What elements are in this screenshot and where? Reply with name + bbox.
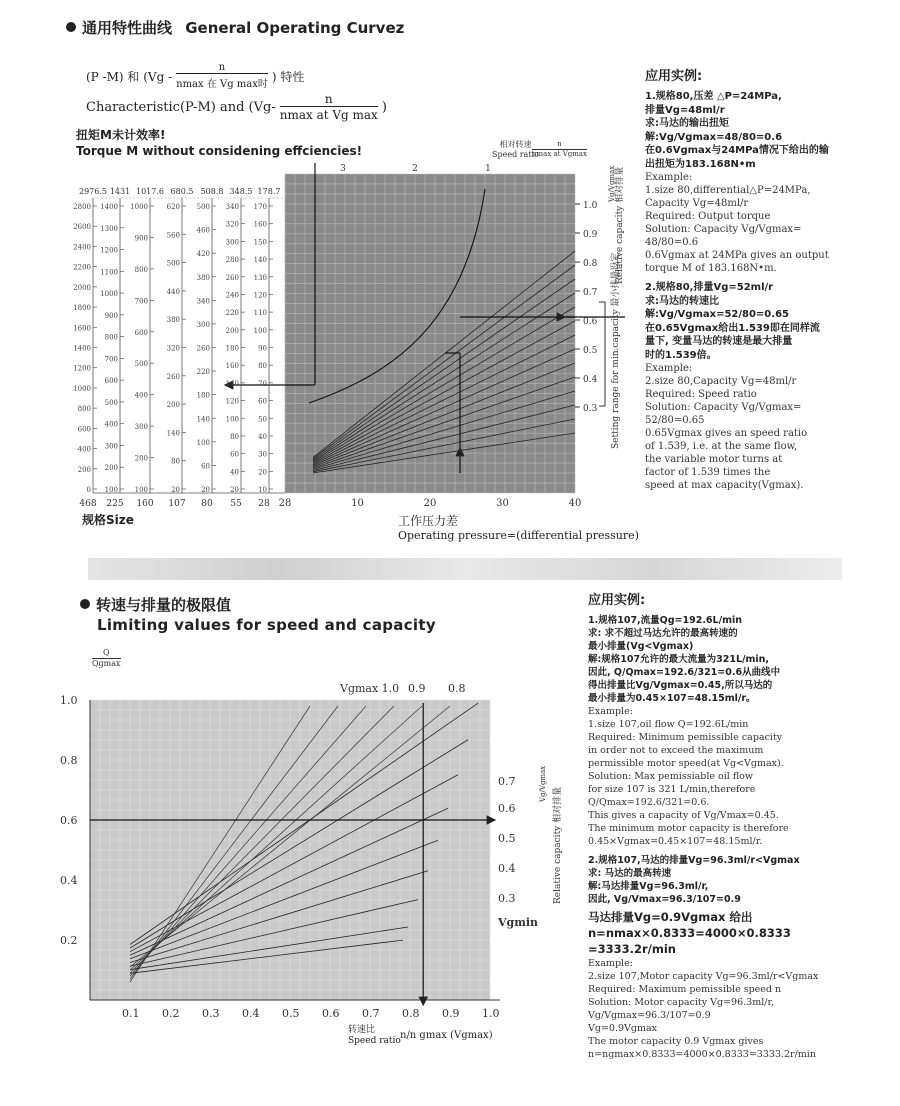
chart1-scale-size-label: 80 — [201, 499, 213, 509]
chart1-righttick-label: 0.8 — [583, 259, 598, 269]
chart1-scale-tick-label: 1400 — [73, 344, 91, 353]
chart1-scale-tick-label: 1100 — [100, 268, 118, 277]
chart1-scale-tick-label: 2600 — [73, 223, 91, 232]
example1-en-line: Required: Output torque — [645, 211, 771, 222]
chart1-scale-tick-label: 160 — [225, 362, 239, 371]
size-label: 规格Size — [82, 513, 134, 527]
chart1-scale-tick-label: 700 — [134, 297, 148, 306]
chart1-scale-tick-label: 1000 — [100, 290, 118, 299]
chart2-ytick-label: 0.6 — [60, 814, 78, 827]
chart1-scale-tick-label: 400 — [134, 391, 148, 400]
example2-en-line: permissible motor speed(at Vg<Vgmax). — [588, 758, 784, 769]
speed-ratio-frac-num: n — [557, 140, 562, 148]
example1-en-line: 48/80=0.6 — [645, 237, 699, 248]
chart1-xtick-label: 30 — [496, 498, 509, 509]
chart1-scale-tick-label: 200 — [166, 401, 180, 410]
chart2-xtick-label: 0.4 — [242, 1007, 260, 1020]
example1-en-line: 1.size 80,differential△P=24MPa, — [645, 185, 811, 196]
example2-en-line: This gives a capacity of Vg/Vmax=0.45. — [588, 810, 779, 821]
chart2-series-top-label: Vgmax 1.0 — [340, 682, 400, 695]
chart2-series-right-label: 0.3 — [498, 892, 516, 905]
example2-en2-line: Vg=0.9Vgmax — [588, 1023, 657, 1034]
chart1-scale-tick-label: 2400 — [73, 243, 91, 252]
q-ratio-den: Qgmax — [92, 659, 121, 668]
example1-en2-line: the variable motor turns at — [645, 454, 783, 465]
chart1-scale-top-label: 1017.6 — [136, 187, 164, 196]
chart1-scale-tick-label: 1000 — [130, 203, 148, 211]
example2-en-line: Solution: Max pemissiable oil flow — [588, 771, 754, 782]
example1-en2-line: 0.65Vgmax gives an speed ratio — [645, 428, 808, 439]
section1-title — [66, 17, 404, 38]
example1-en-line: Solution: Capacity Vg/Vgmax= — [645, 224, 802, 235]
chart2-series-right-label: 0.4 — [498, 862, 516, 875]
chart1-scale-tick-label: 170 — [253, 203, 267, 211]
chart1-scale-tick-label: 110 — [253, 309, 267, 318]
example1-cn — [645, 90, 850, 171]
chart1-scale-tick-label: 20 — [230, 486, 239, 494]
chart2-vg-frac: Vg/Vgmax — [539, 765, 547, 802]
general-operating-chart — [60, 160, 625, 520]
chart1-toptick-label: 2 — [412, 164, 418, 174]
section2-title-en: Limiting values for speed and capacity — [97, 616, 436, 634]
example1-heading: 应用实例: — [645, 69, 703, 84]
example2-en-line: Required: Minimum pemissible capacity — [588, 732, 783, 743]
chart1-scale-top-label: 178.7 — [257, 187, 281, 196]
chart1-scale-tick-label: 60 — [258, 397, 267, 406]
example1-cn2 — [645, 281, 850, 362]
example2-result — [588, 909, 848, 957]
example1-cn-line: 解:Vg/Vgmax=48/80=0.6 — [645, 131, 783, 143]
example1-cn2-line: 量下, 变量马达的转速是最大排量 — [645, 336, 793, 347]
chart2-ytick-label: 0.8 — [60, 754, 78, 767]
chart1-scale-tick-label: 460 — [196, 226, 210, 235]
example1-en-line: torque M of 183.168N•m. — [645, 263, 777, 274]
example1-en-line: 0.6Vgmax at 24MPa gives an output — [645, 250, 829, 261]
chart1-scale-tick-label: 200 — [134, 454, 148, 463]
torque-note-en: Torque M without considening effciencies! — [76, 144, 363, 158]
chart1-scale-tick-label: 260 — [166, 372, 180, 381]
chart2-xtick-label: 0.3 — [202, 1007, 220, 1020]
chart1-scale-tick-label: 1600 — [73, 324, 91, 333]
chart1-scale-tick-label: 60 — [201, 462, 210, 471]
chart2-series-top-label: 0.8 — [448, 682, 466, 695]
example2-result-line: 马达排量Vg=0.9Vgmax 给出 — [588, 910, 753, 924]
chart1-scale-size-label: 160 — [136, 499, 154, 509]
example2-cn2-line: 解:马达排量Vg=96.3ml/r, — [588, 881, 709, 892]
chart1-scale-tick-label: 800 — [134, 265, 148, 274]
example1-en2-line: factor of 1.539 times the — [645, 467, 771, 478]
example2-en2-line: Vg/Vgmax=96.3/107=0.9 — [588, 1010, 711, 1021]
chart1-scale-tick-label: 200 — [104, 464, 118, 473]
chart1-scale-tick-label: 160 — [253, 220, 267, 229]
example2-cn-line: 得出排量比Vg/Vgmax=0.45,所以马达的 — [588, 680, 773, 691]
example2-cn-line: 1.规格107,流量Qg=192.6L/min — [588, 615, 742, 626]
example2-en2-line: The motor capacity 0.9 Vgmax gives — [588, 1036, 764, 1047]
chart1-setting-label: Setting range for min.capacity 最小排量设定 — [611, 252, 621, 449]
example2-en-line: 0.45×Vgmax=0.45×107=48.15ml/r. — [588, 836, 763, 847]
chart2-ytick-label: 1.0 — [60, 694, 78, 707]
chart1-scale-tick-label: 80 — [258, 362, 267, 371]
chart1-scale-tick-label: 20 — [201, 486, 210, 494]
example1-cn-line: 求:马达的输出扭矩 — [645, 118, 729, 129]
example2-en2-line: Example: — [588, 958, 633, 969]
example2-block — [588, 594, 848, 1061]
chart1-scale-tick-label: 140 — [225, 379, 239, 388]
chart1-righttick-label: 0.5 — [583, 346, 598, 356]
example1-en2-line: of 1.539, i.e. at the same flow, — [645, 441, 798, 452]
chart1-scale-tick-label: 70 — [258, 379, 267, 388]
chart1-relcap-label: Relative capacity 相对排量 — [615, 166, 625, 284]
chart1-scale-tick-label: 2200 — [73, 263, 91, 272]
formula-en-suffix: ) — [381, 99, 387, 115]
example1-en2-line: Required: Speed ratio — [645, 389, 757, 400]
example2-en2-line: 2.size 107,Motor capacity Vg=96.3ml/r<Vgmax — [588, 971, 819, 982]
chart1-scale-tick-label: 80 — [171, 457, 180, 466]
chart1-righttick-label: 0.6 — [583, 317, 598, 327]
formula-cn-num: n — [218, 62, 226, 73]
chart1-scale-tick-label: 800 — [104, 333, 118, 342]
example1-en2 — [645, 362, 850, 492]
x2-label — [348, 1025, 401, 1047]
example1-cn-line: 在0.6Vgmax与24MPa情况下给出的输 — [645, 145, 829, 156]
chart2-relcap-label: Relative capacity 相对排量 — [553, 786, 563, 904]
example2-cn-line: 因此, Q/Qmax=192.6/321=0.6从曲线中 — [588, 667, 781, 678]
example2-en-line: in order not to exceed the maximum — [588, 745, 764, 756]
chart1-scale-tick-label: 140 — [166, 429, 180, 438]
section2-title-cn: 转速与排量的极限值 — [96, 596, 232, 614]
chart1-scale-tick-label: 40 — [258, 432, 267, 441]
example1-en2-line: 52/80=0.65 — [645, 415, 705, 426]
example2-cn-line: 解:规格107允许的最大流量为321L/min, — [588, 654, 770, 665]
chart2-xtick-label: 0.9 — [442, 1007, 460, 1020]
example2-en-line: Example: — [588, 706, 633, 717]
x2-label-cn: 转速比 — [348, 1025, 376, 1035]
chart1-scale-tick-label: 40 — [230, 468, 239, 477]
chart1-scale-tick-label: 320 — [225, 220, 239, 229]
chart1-scale-tick-label: 500 — [196, 203, 210, 211]
example2-cn2 — [588, 854, 848, 906]
chart1-xtick-label: 20 — [423, 498, 437, 509]
chart1-scale-tick-label: 100 — [104, 486, 118, 494]
limiting-values-chart — [60, 670, 580, 1030]
chart1-scale-tick-label: 600 — [104, 377, 118, 386]
chart1-xtick-label: 10 — [351, 498, 364, 509]
chart1-scale-tick-label: 130 — [253, 273, 267, 282]
example1-cn2-line: 解:Vg/Vgmax=52/80=0.65 — [645, 309, 789, 320]
chart1-scale-tick-label: 500 — [166, 259, 180, 268]
formula-en-num: n — [324, 92, 333, 106]
chart1-scale-tick-label: 600 — [77, 425, 91, 434]
chart1-scale-tick-label: 340 — [225, 203, 239, 211]
chart1-scale-tick-label: 600 — [134, 328, 148, 337]
chart1-scale-tick-label: 140 — [196, 415, 210, 424]
chart2-xtick-label: 0.7 — [362, 1007, 380, 1020]
speed-ratio-frac-den: nmax at Vgmax — [532, 150, 587, 158]
chart1-scale-tick-label: 420 — [196, 250, 210, 259]
chart1-vg-frac: Vg/Vgmax — [608, 165, 616, 202]
chart1-scale-tick-label: 260 — [196, 344, 210, 353]
chart1-scale-tick-label: 180 — [225, 344, 239, 353]
formula-cn-den: nmax 在 Vg max时 — [176, 73, 268, 90]
formula-en — [86, 92, 387, 122]
example2-heading: 应用实例: — [588, 593, 646, 608]
formula-en-den: nmax at Vg max — [279, 108, 378, 122]
chart1-scale-tick-label: 20 — [171, 486, 180, 494]
chart1-scale-tick-label: 2000 — [73, 283, 91, 292]
formula-en-prefix: Characteristic(P-M) and (Vg- — [86, 99, 276, 115]
chart1-scale-tick-label: 200 — [77, 465, 91, 474]
example2-cn-line: 求: 求不超过马达允许的最高转速的 — [588, 628, 738, 639]
chart1-scale-size-label: 468 — [79, 499, 97, 509]
example2-cn-line: 最小排量(Vg<Vgmax) — [588, 641, 694, 652]
chart2-xtick-label: 0.6 — [322, 1007, 340, 1020]
formula-cn-suffix: ) 特性 — [271, 69, 305, 84]
chart1-xtick-label: 40 — [568, 498, 582, 509]
chart1-toptick-label: 3 — [340, 164, 346, 174]
chart1-xtick-label: 28 — [278, 498, 292, 509]
example2-result-line: n=nmax×0.8333=4000×0.8333 — [588, 926, 791, 940]
chart1-scale-tick-label: 400 — [77, 445, 91, 454]
bullet-icon — [66, 22, 76, 32]
chart1-scale-tick-label: 340 — [196, 297, 210, 306]
chart2-series-right-label: Vgmin — [498, 916, 539, 929]
chart1-scale-tick-label: 400 — [104, 420, 118, 429]
example2-en — [588, 705, 848, 848]
example2-result-line: =3333.2r/min — [588, 942, 676, 956]
chart1-scale-tick-label: 1400 — [100, 203, 118, 211]
chart1-scale-size-label: 28 — [258, 499, 270, 509]
speed-ratio-frac — [532, 140, 587, 159]
example1-en2-line: Example: — [645, 363, 693, 374]
chart2-ytick-label: 0.4 — [60, 874, 78, 887]
chart1-scale-tick-label: 380 — [196, 273, 210, 282]
example2-cn-line: 最小排量为0.45×107=48.15ml/r。 — [588, 693, 756, 704]
chart1-righttick-label: 0.9 — [583, 230, 598, 240]
formula-cn — [86, 62, 304, 90]
example2-cn2-line: 2.规格107,马达的排量Vg=96.3ml/r<Vgmax — [588, 855, 800, 866]
chart1-scale-tick-label: 260 — [225, 273, 239, 282]
chart2-xtick-label: 0.2 — [162, 1007, 180, 1020]
chart1-scale-tick-label: 200 — [225, 326, 239, 335]
chart1-scale-tick-label: 300 — [196, 320, 210, 329]
chart2-xtick-label: 0.5 — [282, 1007, 300, 1020]
example2-en-line: Q/Qmax=192.6/321=0.6. — [588, 797, 710, 808]
example2-en-line: 1.size 107,oil flow Q=192.6L/min — [588, 719, 749, 730]
chart2-xtick-label: 1.0 — [482, 1007, 500, 1020]
chart1-scale-tick-label: 380 — [166, 316, 180, 325]
chart2-series-right-label: 0.5 — [498, 832, 516, 845]
chart1-scale-top-label: 1431 — [109, 187, 131, 196]
chart1-scale-tick-label: 800 — [77, 405, 91, 414]
chart1-scale-tick-label: 1000 — [73, 384, 91, 393]
chart1-scale-tick-label: 100 — [253, 326, 267, 335]
chart1-scale-tick-label: 280 — [225, 256, 239, 265]
chart1-scale-tick-label: 440 — [166, 287, 180, 296]
chart2-xtick-label: 0.1 — [122, 1007, 140, 1020]
x2-formula: n/n gmax (Vgmax) — [400, 1030, 493, 1041]
example2-cn2-line: 因此, Vg/Vmax=96.3/107=0.9 — [588, 894, 741, 905]
chart1-scale-tick-label: 90 — [258, 344, 267, 353]
example1-cn2-line: 2.规格80,排量Vg=52ml/r — [645, 282, 774, 293]
example2-en-line: The minimum motor capacity is therefore — [588, 823, 789, 834]
chart2-series-right-label: 0.6 — [498, 802, 516, 815]
chart1-scale-tick-label: 300 — [225, 238, 239, 247]
example1-block — [645, 70, 850, 492]
chart1-scale-tick-label: 80 — [230, 432, 239, 441]
chart1-scale-tick-label: 900 — [134, 234, 148, 243]
chart1-scale-tick-label: 500 — [104, 398, 118, 407]
chart2-xtick-label: 0.8 — [402, 1007, 420, 1020]
chart1-scale-tick-label: 100 — [225, 415, 239, 424]
chart1-scale-top-label: 680.5 — [170, 187, 194, 196]
example1-en2-line: Solution: Capacity Vg/Vgmax= — [645, 402, 802, 413]
example1-cn2-line: 求:马达的转速比 — [645, 295, 719, 307]
chart1-scale-tick-label: 300 — [104, 442, 118, 451]
bullet-icon — [80, 599, 90, 609]
example2-en-line: for size 107 is 321 L/min,therefore — [588, 784, 756, 795]
q-ratio-label — [92, 648, 121, 669]
chart1-toptick-label: 1 — [485, 164, 491, 174]
chart1-scale-size-label: 225 — [106, 499, 124, 509]
chart1-scale-tick-label: 1200 — [100, 246, 118, 255]
chart1-scale-tick-label: 900 — [104, 311, 118, 320]
chart1-righttick-label: 1.0 — [583, 201, 598, 211]
chart1-righttick-label: 0.3 — [583, 404, 598, 414]
chart1-scale-tick-label: 180 — [196, 391, 210, 400]
section1-title-cn: 通用特性曲线 — [82, 19, 173, 37]
chart1-scale-tick-label: 10 — [258, 486, 267, 494]
chart1-righttick-label: 0.4 — [583, 375, 598, 385]
xaxis-label-en: Operating pressure=(differential pressure) — [398, 529, 639, 542]
example2-cn2-line: 求: 马达的最高转速 — [588, 868, 672, 879]
chart1-scale-tick-label: 2800 — [73, 203, 91, 211]
example1-en2-line: speed at max capacity(Vgmax). — [645, 480, 804, 491]
chart1-scale-tick-label: 220 — [225, 309, 239, 318]
section2-title — [80, 594, 231, 615]
chart1-scale-tick-label: 20 — [258, 468, 267, 477]
section-divider — [88, 558, 842, 580]
chart1-scale-tick-label: 220 — [196, 368, 210, 377]
chart1-scale-tick-label: 320 — [166, 344, 180, 353]
chart1-scale-tick-label: 1300 — [100, 224, 118, 233]
chart1-scale-tick-label: 100 — [196, 438, 210, 447]
chart1-scale-tick-label: 0 — [86, 486, 91, 494]
chart1-scale-tick-label: 560 — [166, 231, 180, 240]
chart1-scale-tick-label: 30 — [258, 450, 267, 459]
example1-en — [645, 171, 850, 275]
example2-en2 — [588, 957, 848, 1061]
chart1-scale-tick-label: 1200 — [73, 364, 91, 373]
example1-en2-line: 2.size 80,Capacity Vg=48ml/r — [645, 376, 797, 387]
example2-cn — [588, 614, 848, 705]
speed-ratio-cn: 相对转速 — [499, 140, 532, 149]
chart1-righttick-label: 0.7 — [583, 288, 598, 298]
chart1-scale-tick-label: 60 — [230, 450, 239, 459]
torque-note-cn: 扭矩M未计效率! — [76, 128, 166, 142]
chart1-scale-tick-label: 1800 — [73, 304, 91, 313]
chart1-scale-top-label: 348.5 — [229, 187, 253, 196]
chart1-scale-tick-label: 240 — [225, 291, 239, 300]
speed-ratio-en: Speed ratio — [492, 150, 539, 159]
xaxis-label-cn: 工作压力差 — [398, 514, 459, 528]
example1-cn-line: 排量Vg=48ml/r — [645, 104, 725, 116]
example1-cn2-line: 在0.65Vgmax给出1.539即在同样流 — [645, 322, 820, 334]
chart1-scale-tick-label: 700 — [104, 355, 118, 364]
example1-en-line: Capacity Vg=48ml/r — [645, 198, 749, 209]
chart1-scale-tick-label: 120 — [225, 397, 239, 406]
q-ratio-num: Q — [102, 648, 110, 657]
chart1-scale-tick-label: 100 — [134, 486, 148, 494]
chart1-scale-tick-label: 500 — [134, 360, 148, 369]
chart1-scale-top-label: 2976.5 — [79, 187, 107, 196]
chart1-scale-top-label: 508.8 — [200, 187, 224, 196]
chart2-series-right-label: 0.7 — [498, 775, 516, 788]
chart1-scale-tick-label: 50 — [258, 415, 267, 424]
x2-label-en: Speed ratio — [348, 1036, 401, 1046]
chart2-series-top-label: 0.9 — [408, 682, 426, 695]
formula-cn-prefix: (P -M) 和 (Vg - — [86, 69, 173, 84]
example2-en2-line: Solution: Motor capacity Vg=96.3ml/r, — [588, 997, 774, 1008]
example1-cn2-line: 时的1.539倍。 — [645, 349, 717, 361]
chart1-scale-size-label: 55 — [230, 499, 242, 509]
chart1-scale-tick-label: 120 — [253, 291, 267, 300]
chart1-scale-tick-label: 140 — [253, 256, 267, 265]
chart2-ytick-label: 0.2 — [60, 934, 78, 947]
example1-en-line: Example: — [645, 172, 693, 183]
example2-en2-line: Required: Maximum pemissible speed n — [588, 984, 782, 995]
example1-cn-line: 1.规格80,压差 △P=24MPa, — [645, 91, 782, 102]
example1-cn-line: 出扭矩为183.168N•m — [645, 158, 756, 170]
chart1-scale-tick-label: 150 — [253, 238, 267, 247]
chart1-scale-size-label: 107 — [168, 499, 186, 509]
section1-title-en: General Operating Curvez — [185, 19, 405, 37]
example2-en2-line: n=ngmax×0.8333=4000×0.8333=3333.2r/min — [588, 1049, 816, 1060]
chart1-scale-tick-label: 300 — [134, 423, 148, 432]
chart1-scale-tick-label: 620 — [166, 203, 180, 211]
